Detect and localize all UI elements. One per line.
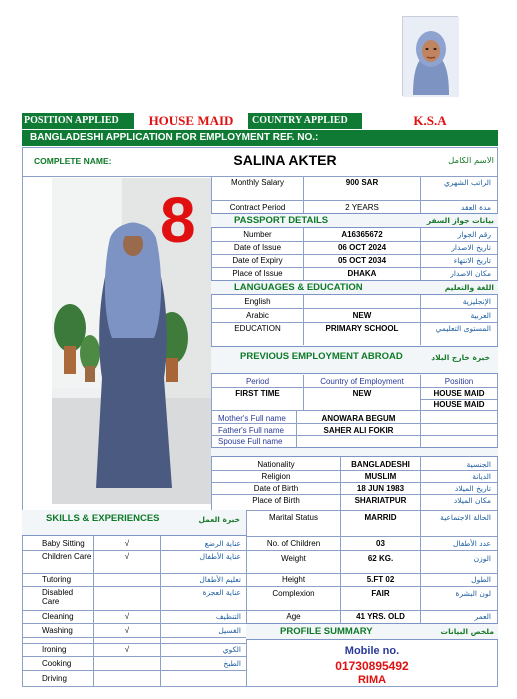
- age-value: 41 YRS. OLD: [356, 612, 405, 621]
- passport-issue-value: 06 OCT 2024: [337, 243, 387, 252]
- skill-label-disabled-care: Disabled Care: [42, 588, 74, 606]
- skill-label-tutoring: Tutoring: [42, 575, 72, 584]
- arabic-value: NEW: [352, 311, 372, 320]
- profile-title-arabic: ملخص البيانات: [440, 627, 494, 636]
- marital-status-value: MARRID: [364, 513, 397, 522]
- english-label: English: [244, 297, 271, 306]
- education-arabic: المستوى التعليمي: [435, 324, 491, 333]
- skill-check-cleaning: √: [124, 612, 130, 621]
- passport-expiry-label: Date of Expiry: [232, 256, 283, 265]
- skill-label-cooking: Cooking: [42, 659, 72, 668]
- skill-arabic-disabled-care: عناية العجزة: [202, 588, 241, 597]
- weight-arabic: الوزن: [473, 554, 491, 563]
- religion-value: MUSLIM: [364, 472, 397, 481]
- age-label: Age: [286, 612, 301, 621]
- skill-check-washing: √: [124, 626, 130, 635]
- education-value: PRIMARY SCHOOL: [325, 324, 399, 333]
- education-label: EDUCATION: [234, 324, 281, 333]
- skill-arabic-cooking: الطبخ: [223, 659, 241, 668]
- languages-title: LANGUAGES & EDUCATION: [234, 283, 363, 293]
- dob-value: 18 JUN 1983: [356, 484, 405, 493]
- complexion-arabic: لون البشرة: [455, 589, 491, 598]
- contract-value: 2 YEARS: [345, 203, 379, 212]
- father-name-label: Father's Full name: [218, 426, 284, 435]
- employment-period-value: FIRST TIME: [235, 389, 280, 398]
- skill-label-children-care: Children Care: [42, 552, 92, 561]
- employment-country-value: NEW: [352, 389, 372, 398]
- personal-spacer: [211, 447, 498, 457]
- skill-arabic-tutoring: تعليم الأطفال: [199, 575, 241, 584]
- skill-arabic-ironing: الكوي: [222, 645, 241, 654]
- passport-place-arabic: مكان الاصدار: [450, 269, 491, 278]
- mother-name-value: ANOWARA BEGUM: [321, 414, 396, 423]
- salary-label: Monthly Salary: [231, 178, 284, 187]
- skill-check-baby-sitting: √: [124, 539, 130, 548]
- mobile-number: 01730895492: [335, 660, 409, 673]
- salary-value: 900 SAR: [345, 178, 379, 187]
- passport-issue-arabic: تاريخ الاصدار: [451, 243, 491, 252]
- dob-arabic: تاريخ الميلاد: [454, 484, 491, 493]
- weight-value: 62 KG.: [367, 554, 394, 563]
- passport-expiry-arabic: تاريخ الانتهاء: [453, 256, 491, 265]
- complexion-label: Complexion: [272, 589, 315, 598]
- height-label: Height: [281, 575, 306, 584]
- skill-arabic-baby-sitting: عناية الرضع: [204, 539, 241, 548]
- religion-label: Religion: [261, 472, 291, 481]
- country-applied-value: K.S.A: [413, 114, 447, 128]
- employment-position-value-2: HOUSE MAID: [433, 400, 485, 409]
- weight-label: Weight: [281, 554, 306, 563]
- arabic-arabic: العربية: [470, 311, 491, 320]
- height-arabic: الطول: [471, 575, 491, 584]
- arabic-label: Arabic: [246, 311, 269, 320]
- skill-label-washing: Washing: [42, 626, 73, 635]
- nationality-label: Nationality: [257, 460, 295, 469]
- languages-title-arabic: اللغة والتعليم: [444, 283, 494, 292]
- employment-title: PREVIOUS EMPLOYMENT ABROAD: [240, 352, 403, 362]
- skill-check-ironing: √: [124, 645, 130, 654]
- passport-number-arabic: رقم الجواز: [457, 230, 491, 239]
- passport-photo-graphic: [403, 17, 459, 97]
- complexion-value: FAIR: [371, 589, 390, 598]
- agent-name: RIMA: [357, 674, 387, 686]
- height-value: 5.FT 02: [366, 575, 395, 584]
- spouse-name-label: Spouse Full name: [218, 437, 283, 446]
- country-applied-label: COUNTRY APPLIED: [252, 115, 348, 126]
- pob-label: Place of Birth: [252, 496, 300, 505]
- marital-status-arabic: الحالة الاجتماعية: [440, 513, 491, 522]
- passport-place-value: DHAKA: [347, 269, 377, 278]
- marital-status-label: Marital Status: [269, 513, 318, 522]
- passport-expiry-value: 05 OCT 2034: [337, 256, 387, 265]
- complete-name-label: COMPLETE NAME:: [34, 157, 112, 166]
- age-arabic: العمر: [474, 612, 491, 621]
- big-number: 8: [160, 188, 196, 252]
- passport-photo: [402, 16, 458, 96]
- skill-label-ironing: Ironing: [42, 645, 67, 654]
- employment-header-country: Country of Employment: [320, 377, 404, 386]
- skill-label-cleaning: Cleaning: [42, 612, 74, 621]
- profile-title: PROFILE SUMMARY: [280, 627, 373, 637]
- skill-arabic-washing: الغسيل: [218, 626, 241, 635]
- nationality-value: BANGLADESHI: [351, 460, 410, 469]
- nationality-arabic: الجنسية: [466, 460, 491, 469]
- mobile-label: Mobile no.: [344, 645, 400, 657]
- salary-arabic: الراتب الشهري: [444, 178, 491, 187]
- skill-check-children-care: √: [124, 552, 130, 561]
- children-count-value: 03: [376, 539, 385, 548]
- dob-label: Date of Birth: [253, 484, 299, 493]
- religion-arabic: الديانة: [472, 472, 491, 481]
- children-count-label: No. of Children: [266, 539, 321, 548]
- skill-label-baby-sitting: Baby Sitting: [42, 539, 85, 548]
- skills-title: SKILLS & EXPERIENCES: [46, 514, 160, 524]
- position-applied-label: POSITION APPLIED: [24, 115, 119, 126]
- english-arabic: الإنجليزية: [462, 297, 491, 306]
- position-applied-value: HOUSE MAID: [148, 114, 234, 128]
- passport-place-label: Place of Issue: [232, 269, 283, 278]
- skill-arabic-cleaning: التنظيف: [215, 612, 241, 621]
- complete-name-value: SALINA AKTER: [233, 152, 337, 168]
- employment-title-arabic: خبرة خارج البلاد: [431, 353, 490, 362]
- skills-title-arabic: خبرة العمل: [198, 515, 240, 524]
- father-name-value: SAHER ALI FOKIR: [323, 426, 394, 435]
- employment-position-value: HOUSE MAID: [433, 389, 485, 398]
- pob-value: SHARIATPUR: [354, 496, 407, 505]
- contract-arabic: مدة العقد: [461, 203, 491, 212]
- employment-header-position: Position: [444, 377, 474, 386]
- passport-issue-label: Date of Issue: [233, 243, 282, 252]
- mother-name-label: Mother's Full name: [218, 414, 286, 423]
- passport-title-arabic: بيانات جواز السفر: [426, 216, 494, 225]
- application-title: BANGLADESHI APPLICATION FOR EMPLOYMENT REF. NO.:: [30, 132, 319, 143]
- skill-label-driving: Driving: [42, 674, 67, 683]
- complete-name-arabic: الاسم الكامل: [448, 157, 494, 166]
- employment-header-period: Period: [245, 377, 270, 386]
- passport-number-value: A16365672: [341, 230, 383, 239]
- passport-number-label: Number: [243, 230, 272, 239]
- passport-title: PASSPORT DETAILS: [234, 216, 329, 226]
- children-count-arabic: عدد الأطفال: [453, 539, 491, 548]
- pob-arabic: مكان الميلاد: [453, 496, 491, 505]
- contract-label: Contract Period: [229, 203, 286, 212]
- skill-arabic-children-care: عناية الأطفال: [199, 552, 241, 561]
